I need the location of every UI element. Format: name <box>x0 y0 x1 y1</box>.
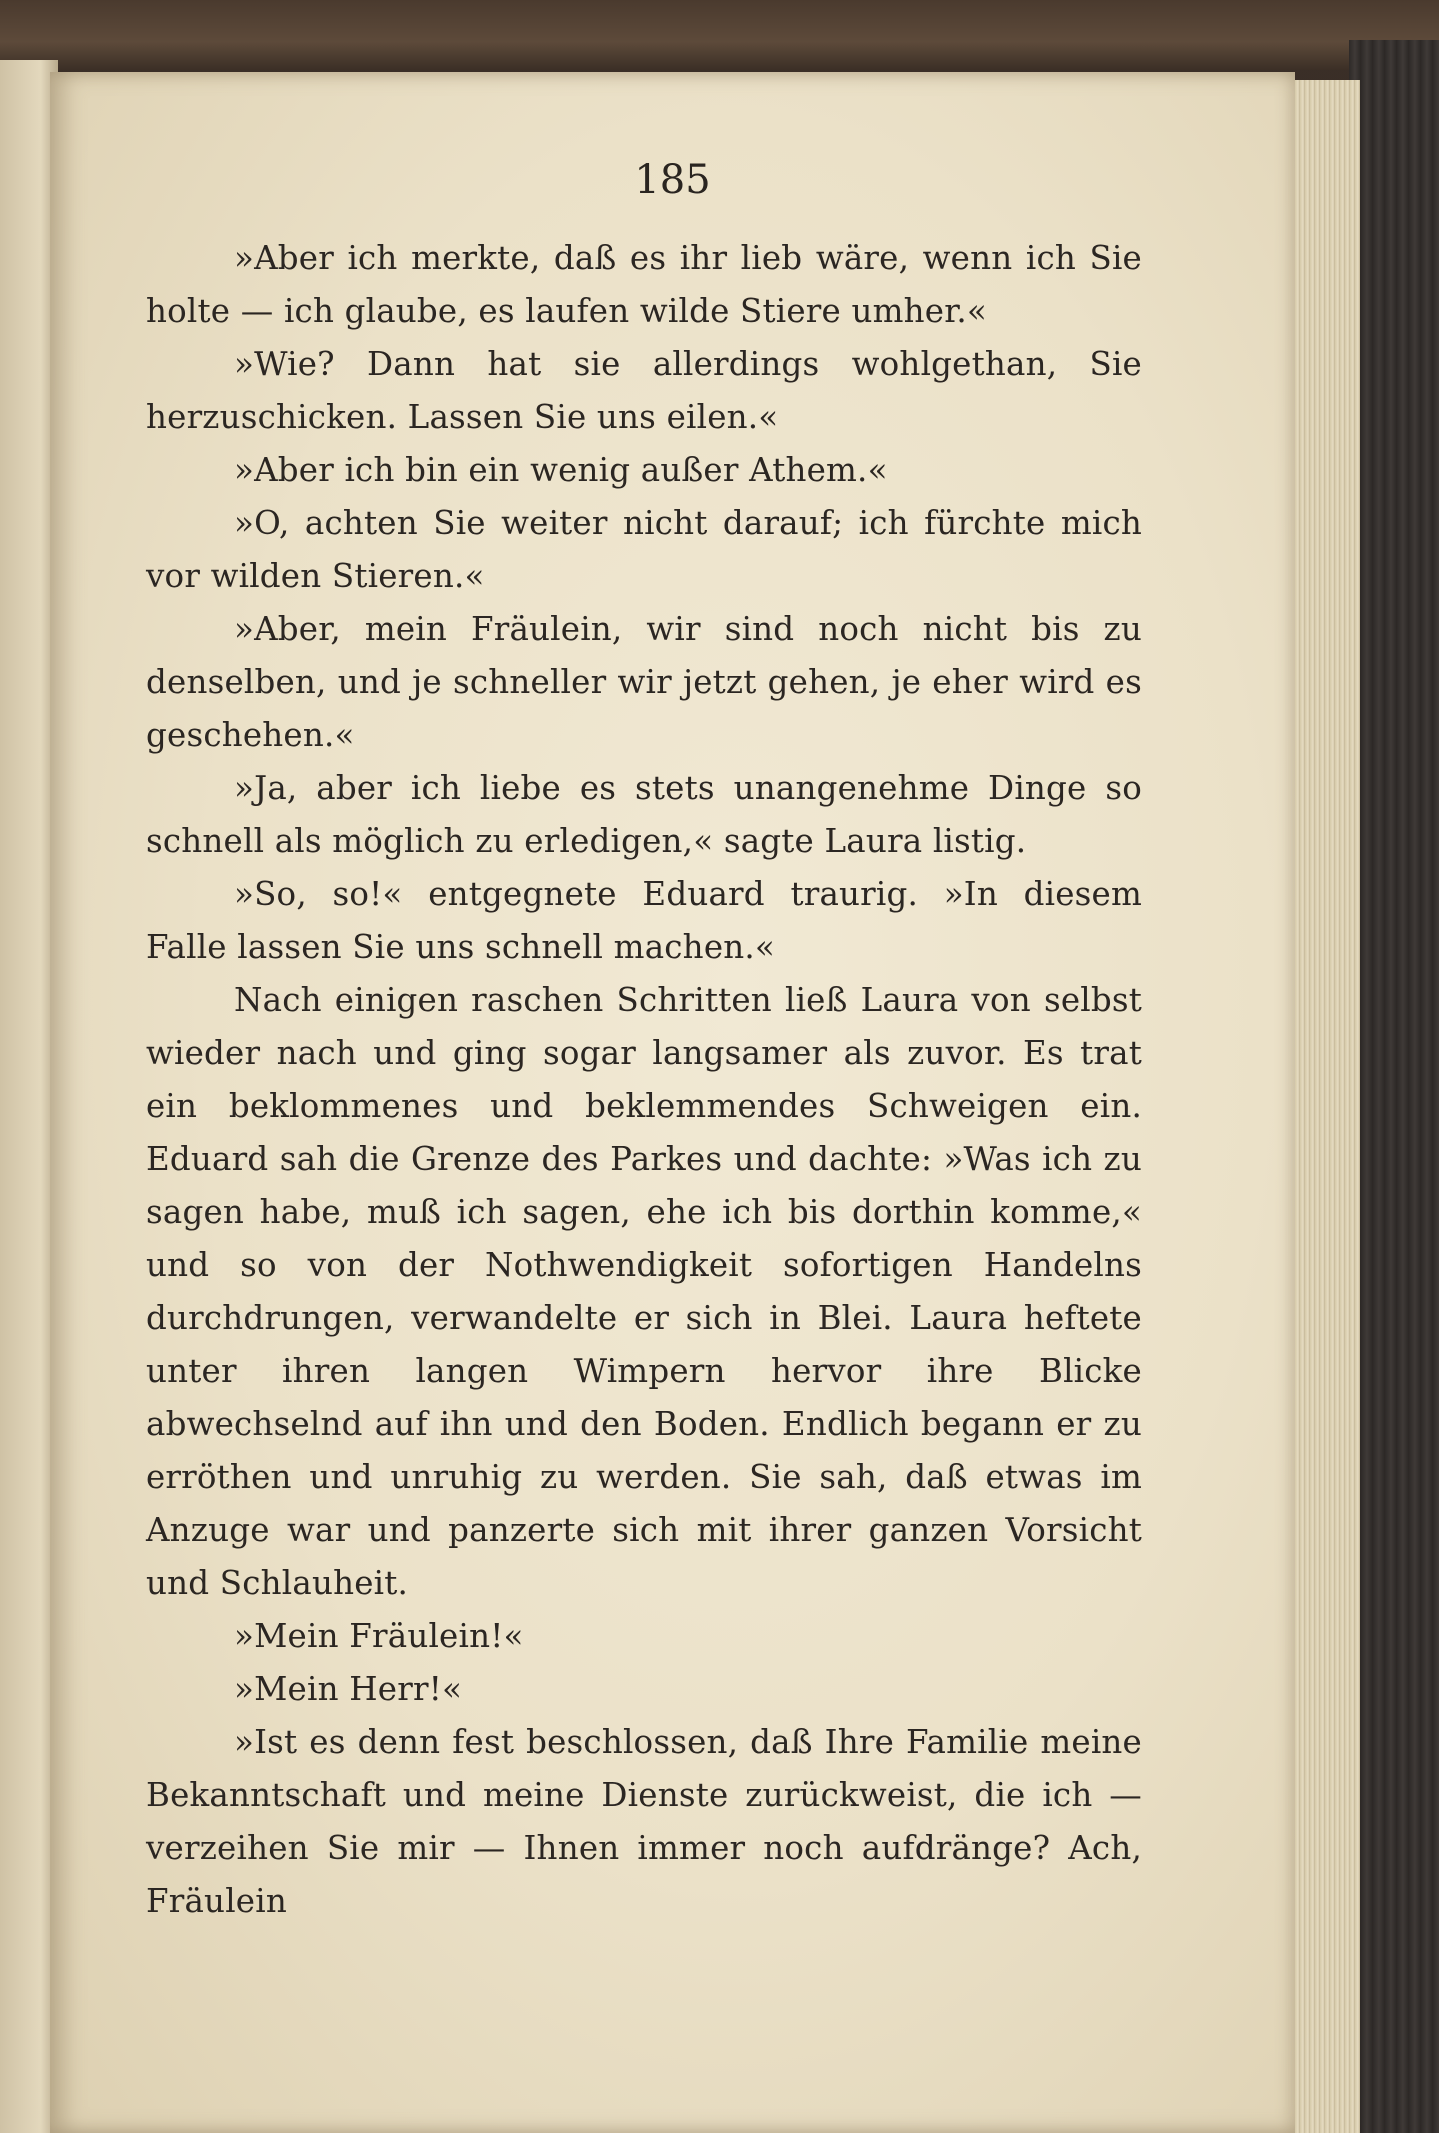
book-cover-top <box>0 0 1439 70</box>
paragraph: »So, so!« entgegnete Eduard traurig. »In diesem Falle lassen Sie uns schnell machen.« <box>146 875 1142 966</box>
book-cover-spine <box>1349 40 1439 2133</box>
paragraph: »Aber ich bin ein wenig außer Athem.« <box>234 451 888 489</box>
paragraph: »Mein Fräulein!« <box>234 1617 524 1655</box>
paragraph: »Ist es denn fest beschlossen, daß Ihre Familie meine Bekanntschaft und meine Dienste zurückweist, die ich — verzeihen Sie mir — Ihnen immer noch aufdränge? Ach, Fräulein <box>146 1723 1142 1920</box>
paragraph: »O, achten Sie weiter nicht darauf; ich fürchte mich vor wilden Stieren.« <box>146 504 1142 595</box>
page-number: 185 <box>634 157 711 203</box>
page-stack-edge <box>1290 80 1360 2133</box>
paragraph: »Aber ich merkte, daß es ihr lieb wäre, wenn ich Sie holte — ich glaube, es laufen wilde Stiere umher.« <box>146 239 1142 330</box>
paragraph: »Ja, aber ich liebe es stets unangenehme Dinge so schnell als möglich zu erledigen,« sagte Laura listig. <box>146 769 1142 860</box>
paragraph: Nach einigen raschen Schritten ließ Laura von selbst wieder nach und ging sogar langsamer als zuvor. Es trat ein beklommenes und beklemmendes Schweigen ein. Eduard sah die Grenze des Parkes und dachte: »Was ich zu sagen habe, muß ich sagen, ehe ich bis dorthin komme,« und so von der Nothwendigkeit sofortigen Handelns durchdrungen, verwandelte er sich in Blei. Laura heftete unter ihren langen Wimpern hervor ihre Blicke abwechselnd auf ihn und den Boden. Endlich begann er zu erröthen und unruhig zu werden. Sie sah, daß etwas im Anzuge war und panzerte sich mit ihrer ganzen Vorsicht und Schlauheit. <box>146 981 1142 1602</box>
page-text <box>146 232 1142 1928</box>
book-page <box>50 72 1295 2133</box>
paragraph: »Mein Herr!« <box>234 1670 463 1708</box>
paragraph: »Wie? Dann hat sie allerdings wohlgethan, Sie herzuschicken. Lassen Sie uns eilen.« <box>146 345 1142 436</box>
paragraph: »Aber, mein Fräulein, wir sind noch nicht bis zu denselben, und je schneller wir jetzt gehen, je eher wird es geschehen.« <box>146 610 1142 754</box>
